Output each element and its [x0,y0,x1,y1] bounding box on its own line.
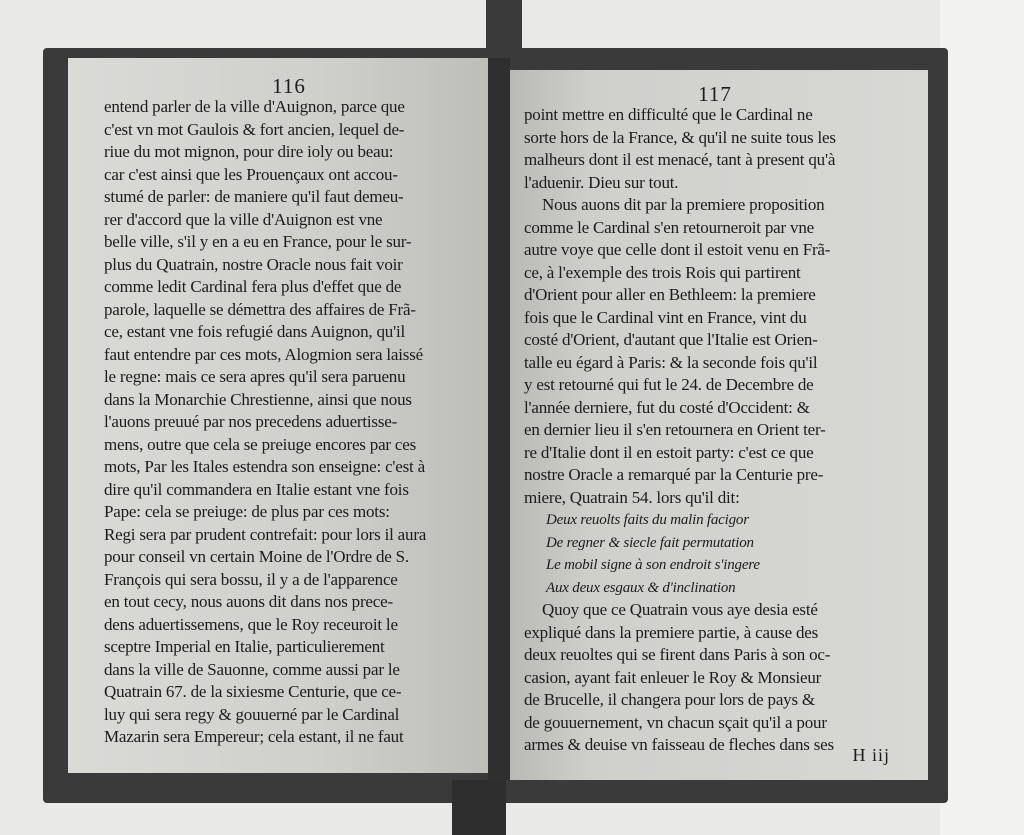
text-line: l'aduenir. Dieu sur tout. [524,172,679,192]
text-line: Quoy que ce Quatrain vous aye desia esté [542,600,818,619]
text-line: dens aduertissemens, que le Roy receuroit le [104,614,398,634]
text-line: l'année derniere, fut du costé d'Occident: & [524,397,810,417]
text-line: le regne: mais ce sera apres qu'il sera paruenu [104,367,406,386]
signature-mark: H iij [852,745,890,765]
text-line: en tout cecy, nous auons dit dans nos prece- [104,592,393,611]
text-line: c'est vn mot Gaulois & fort ancien, lequel de- [104,119,405,139]
text-line: belle ville, s'il y en a eu en France, pour le sur- [104,232,412,251]
left-page-text [104,96,474,749]
right-page-text [524,104,906,757]
text-line: sorte hors de la France, & qu'il ne suite tous les [524,127,836,147]
text-line: pour conseil vn certain Moine de l'Ordre de S. [104,547,409,566]
text-line: costé d'Orient, d'autant que l'Italie est Orien- [524,330,818,349]
text-line: deux reuoltes qui se firent dans Paris à son oc- [524,645,831,664]
text-line: luy qui sera regy & gouuerné par le Cardinal [104,704,400,724]
text-line: car c'est ainsi que les Prouençaux ont accou- [104,164,398,184]
text-line: expliqué dans la premiere partie, à cause des [524,622,819,642]
text-line: faut entendre par ces mots, Alogmion sera laissé [104,344,423,364]
text-line: point mettre en difficulté que le Cardinal ne [524,105,813,124]
text-line: mens, outre que cela se preiuge encores par ces [104,434,417,454]
text-line: talle eu égard à Paris: & la seconde fois qu'il [524,352,818,372]
text-line: Quatrain 67. de la sixiesme Centurie, que ce- [104,682,402,701]
text-line: l'auons preuué par nos precedens aduertisse- [104,412,398,431]
text-line: malheurs dont il est menacé, tant à present qu'à [524,150,836,169]
text-line: dans la Monarchie Chrestienne, ainsi que nous [104,389,412,409]
text-line: y est retourné qui fut le 24. de Decembre de [524,375,814,394]
text-line: rer d'accord que la ville d'Auignon est vne [104,209,383,229]
text-line: dans la ville de Sauonne, comme aussi par le [104,659,400,679]
text-line: mots, Par les Itales estendra son enseigne: c'est à [104,457,425,476]
text-line: casion, ayant fait enleuer le Roy & Monsieur [524,667,822,687]
text-line: de Brucelle, il changera pour lors de pays & [524,690,815,709]
text-line: Regi sera par prudent contrefait: pour lors il aura [104,524,427,544]
text-line: de gouuernement, vn chacun sçait qu'il a pour [524,712,827,732]
text-line: parole, laquelle se démettra des affaires de Frã- [104,299,416,319]
text-line: en dernier lieu il s'en retournera en Orient ter- [524,420,826,439]
text-line: plus du Quatrain, nostre Oracle nous fait voir [104,254,403,274]
text-line: d'Orient pour aller en Bethleem: la premiere [524,285,816,304]
text-line: fois que le Cardinal vint en France, vint du [524,307,807,327]
text-line: dire qu'il commandera en Italie estant vne fois [104,479,409,499]
text-line: ce, à l'exemple des trois Rois qui partirent [524,262,801,282]
text-line: riue du mot mignon, pour dire ioly ou beau: [104,142,394,161]
text-line: re d'Italie dont il en estoit party: c'est ce que [524,442,814,462]
text-line: autre voye que celle dont il estoit venu en Frã- [524,240,831,259]
verse-line: De regner & siecle fait permutation [546,534,754,551]
page-number: 117 [698,82,732,106]
right-page [510,70,928,780]
text-line: Mazarin sera Empereur; cela estant, il ne faut [104,727,404,746]
book-clip-bottom [452,780,506,835]
text-line: comme le Cardinal s'en retourneroit par vne [524,217,814,237]
text-line: nostre Oracle a remarqué par la Centurie pre- [524,465,824,484]
text-line: miere, Quatrain 54. lors qu'il dit: [524,487,740,507]
text-line: armes & deuise vn faisseau de fleches dans ses [524,735,834,754]
verse-line: Aux deux esgaux & d'inclination [546,579,736,596]
text-line: Nous auons dit par la premiere proposition [542,195,825,214]
text-line: ce, estant vne fois refugié dans Auignon, qu'il [104,322,406,341]
page-number: 116 [272,74,306,98]
left-page [68,58,488,773]
text-line: François qui sera bossu, il y a de l'apparence [104,569,398,589]
text-line: entend parler de la ville d'Auignon, parce que [104,97,405,116]
book-gutter [488,58,510,780]
text-line: comme ledit Cardinal fera plus d'effet que de [104,277,402,296]
verse-line: Deux reuolts faits du malin facigor [546,512,749,528]
verse-line: Le mobil signe à son endroit s'ingere [546,557,760,573]
text-line: sceptre Imperial en Italie, particulierement [104,637,385,656]
text-line: Pape: cela se preiuge: de plus par ces mots: [104,502,390,521]
text-line: stumé de parler: de maniere qu'il faut demeu- [104,187,404,206]
background-strip [940,0,1024,835]
